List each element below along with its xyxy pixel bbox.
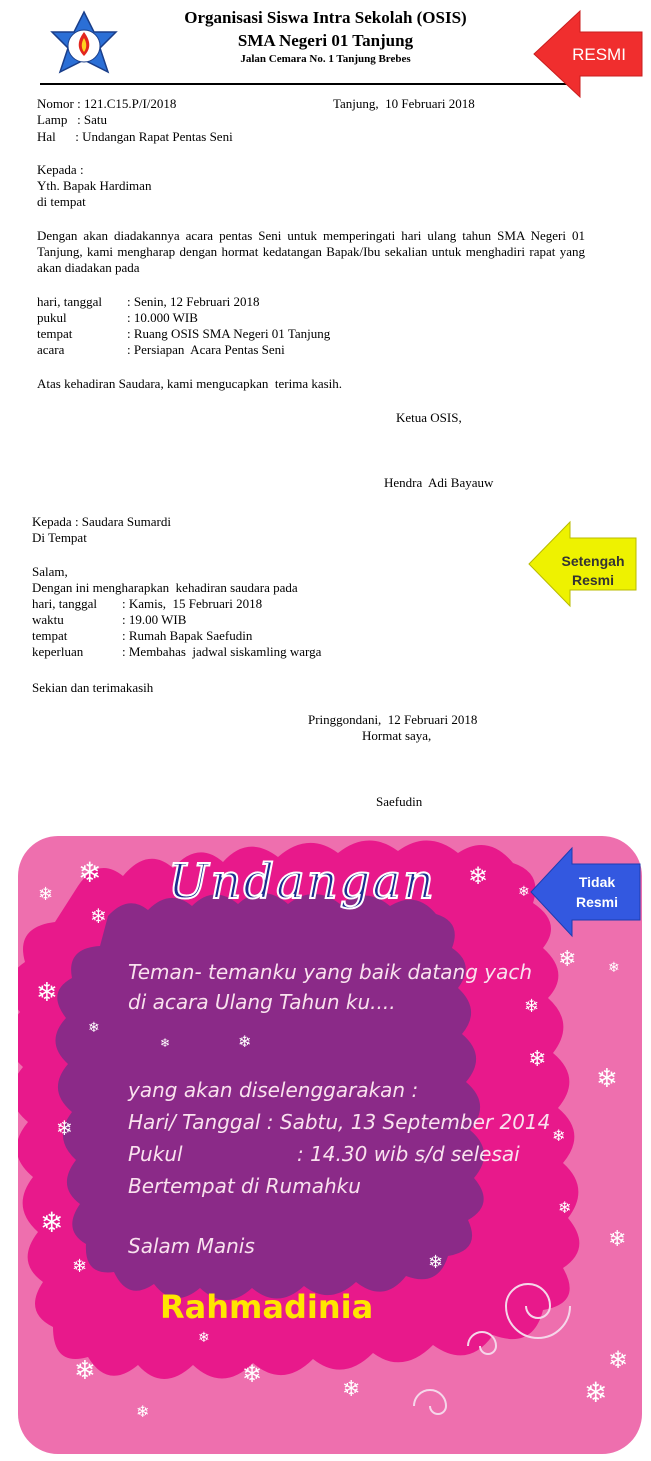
school-address: Jalan Cemara No. 1 Tanjung Brebes [240, 53, 411, 65]
semi-recipient: Kepada : Saudara Sumardi [32, 514, 171, 529]
detail-row [32, 596, 321, 612]
semi-signer-name: Saefudin [376, 794, 423, 809]
semi-intro: Dengan ini mengharapkan kehadiran saudara pada [32, 580, 298, 595]
detail-label: hari, tanggal [37, 294, 102, 309]
resmi-arrow-tag [530, 8, 645, 100]
snowflake-decoration-icon: ❄ [342, 1376, 361, 1401]
recipient-name: Yth. Bapak Hardiman [37, 178, 152, 193]
snowflake-decoration-icon: ❄ [524, 996, 540, 1016]
snowflake-decoration-icon: ❄ [78, 858, 102, 889]
detail-label: keperluan [32, 644, 84, 659]
letter-number: Nomor : 121.C15.P/I/2018 [37, 96, 177, 111]
snowflake-decoration-icon: ❄ [608, 1348, 629, 1374]
card-line-4: Hari/ Tanggal : Sabtu, 13 September 2014 [128, 1110, 551, 1134]
detail-label: acara [37, 342, 65, 357]
snowflake-decoration-icon: ❄ [56, 1118, 73, 1140]
snowflake-decoration-icon: ❄ [242, 1362, 263, 1388]
semi-regards: Hormat saya, [362, 728, 432, 743]
snowflake-decoration-icon: ❄ [528, 1046, 547, 1071]
recipient-heading: Kepada : [37, 162, 84, 177]
snowflake-decoration-icon: ❄ [238, 1034, 252, 1051]
setengah-label-1: Setengah [561, 553, 625, 569]
snowflake-decoration-icon: ❄ [596, 1064, 618, 1093]
setengah-label-2: Resmi [571, 572, 615, 588]
tidak-label-2: Resmi [575, 894, 619, 910]
snowflake-decoration-icon: ❄ [552, 1128, 566, 1145]
detail-value: : Membahas jadwal siskamling warga [122, 644, 322, 659]
letter-date: Tanjung, 10 Februari 2018 [333, 96, 475, 111]
recipient-place: di tempat [37, 194, 86, 209]
snowflake-decoration-icon: ❄ [74, 1356, 96, 1385]
snowflake-decoration-icon: ❄ [608, 1226, 627, 1251]
snowflake-decoration-icon: ❄ [72, 1256, 88, 1276]
card-line-5: Pukul : 14.30 wib s/d selesai [128, 1142, 520, 1166]
detail-value: : Senin, 12 Februari 2018 [127, 294, 260, 309]
detail-row [32, 612, 321, 628]
resmi-label: RESMI [572, 45, 626, 64]
tidak-resmi-arrow-tag [528, 846, 646, 938]
snowflake-decoration-icon: ❄ [584, 1378, 608, 1409]
letter-closing: Atas kehadiran Saudara, kami mengucapkan terima kasih. [37, 376, 343, 391]
detail-label: pukul [37, 310, 67, 325]
letterhead-divider [40, 83, 580, 85]
school-name: SMA Negeri 01 Tanjung [237, 31, 414, 50]
card-line-6: Bertempat di Rumahku [128, 1174, 361, 1198]
detail-label: tempat [32, 628, 68, 643]
detail-label: tempat [37, 326, 73, 341]
setengah-resmi-arrow-tag [526, 520, 644, 608]
detail-value: : 19.00 WIB [122, 612, 187, 627]
detail-row [37, 326, 330, 342]
snowflake-decoration-icon: ❄ [608, 961, 620, 976]
detail-row [37, 310, 330, 326]
signer-title: Ketua OSIS, [396, 410, 462, 425]
detail-row [32, 644, 321, 660]
semi-recipient-place: Di Tempat [32, 530, 87, 545]
snowflake-decoration-icon: ❄ [38, 884, 54, 904]
snowflake-decoration-icon: ❄ [518, 885, 530, 900]
snowflake-decoration-icon: ❄ [428, 1252, 444, 1272]
tidak-label-1: Tidak [578, 874, 616, 890]
snowflake-decoration-icon: ❄ [558, 946, 577, 971]
card-line-1: Teman- temanku yang baik datang yach [128, 960, 533, 984]
semi-details [32, 596, 321, 660]
card-title: Undangan [168, 854, 436, 910]
snowflake-decoration-icon: ❄ [160, 1036, 171, 1050]
snowflake-decoration-icon: ❄ [558, 1200, 572, 1217]
snowflake-decoration-icon: ❄ [40, 1208, 64, 1239]
signer-name: Hendra Adi Bayauw [384, 475, 494, 490]
letter-subject: Hal : Undangan Rapat Pentas Seni [37, 129, 233, 144]
snowflake-decoration-icon: ❄ [198, 1331, 210, 1346]
letter-body: Dengan akan diadakannya acara pentas Seni untuk memperingati hari ulang tahun SMA Negeri 01 Tanjung, kami mengharap dengan hormat kedatangan Bapak/Ibu sekalian untuk menghadiri rapat yang akan diadakan pada [37, 228, 585, 275]
card-line-3: yang akan diselenggarakan : [128, 1078, 419, 1102]
detail-value: : Ruang OSIS SMA Negeri 01 Tanjung [127, 326, 331, 341]
formal-details [37, 294, 330, 358]
detail-row [37, 294, 330, 310]
card-salam: Salam Manis [128, 1234, 255, 1258]
semi-place-date: Pringgondani, 12 Februari 2018 [308, 712, 478, 727]
snowflake-decoration-icon: ❄ [88, 1021, 100, 1036]
detail-value: : Rumah Bapak Saefudin [122, 628, 253, 643]
detail-row [37, 342, 330, 358]
snowflake-decoration-icon: ❄ [468, 864, 489, 890]
detail-label: hari, tanggal [32, 596, 97, 611]
snowflake-decoration-icon: ❄ [36, 978, 58, 1007]
detail-value: : Persiapan Acara Pentas Seni [127, 342, 285, 357]
card-line-2: di acara Ulang Tahun ku.... [128, 990, 396, 1014]
snowflake-decoration-icon: ❄ [90, 906, 107, 928]
semi-greeting: Salam, [32, 564, 68, 579]
detail-row [32, 628, 321, 644]
org-name: Organisasi Siswa Intra Sekolah (OSIS) [184, 8, 467, 27]
semi-closing: Sekian dan terimakasih [32, 680, 154, 695]
card-signer: Rahmadinia [160, 1288, 374, 1326]
snowflake-decoration-icon: ❄ [136, 1404, 150, 1421]
detail-value: : 10.000 WIB [127, 310, 198, 325]
letter-attachment: Lamp : Satu [37, 112, 108, 127]
detail-value: : Kamis, 15 Februari 2018 [122, 596, 263, 611]
detail-label: waktu [32, 612, 64, 627]
